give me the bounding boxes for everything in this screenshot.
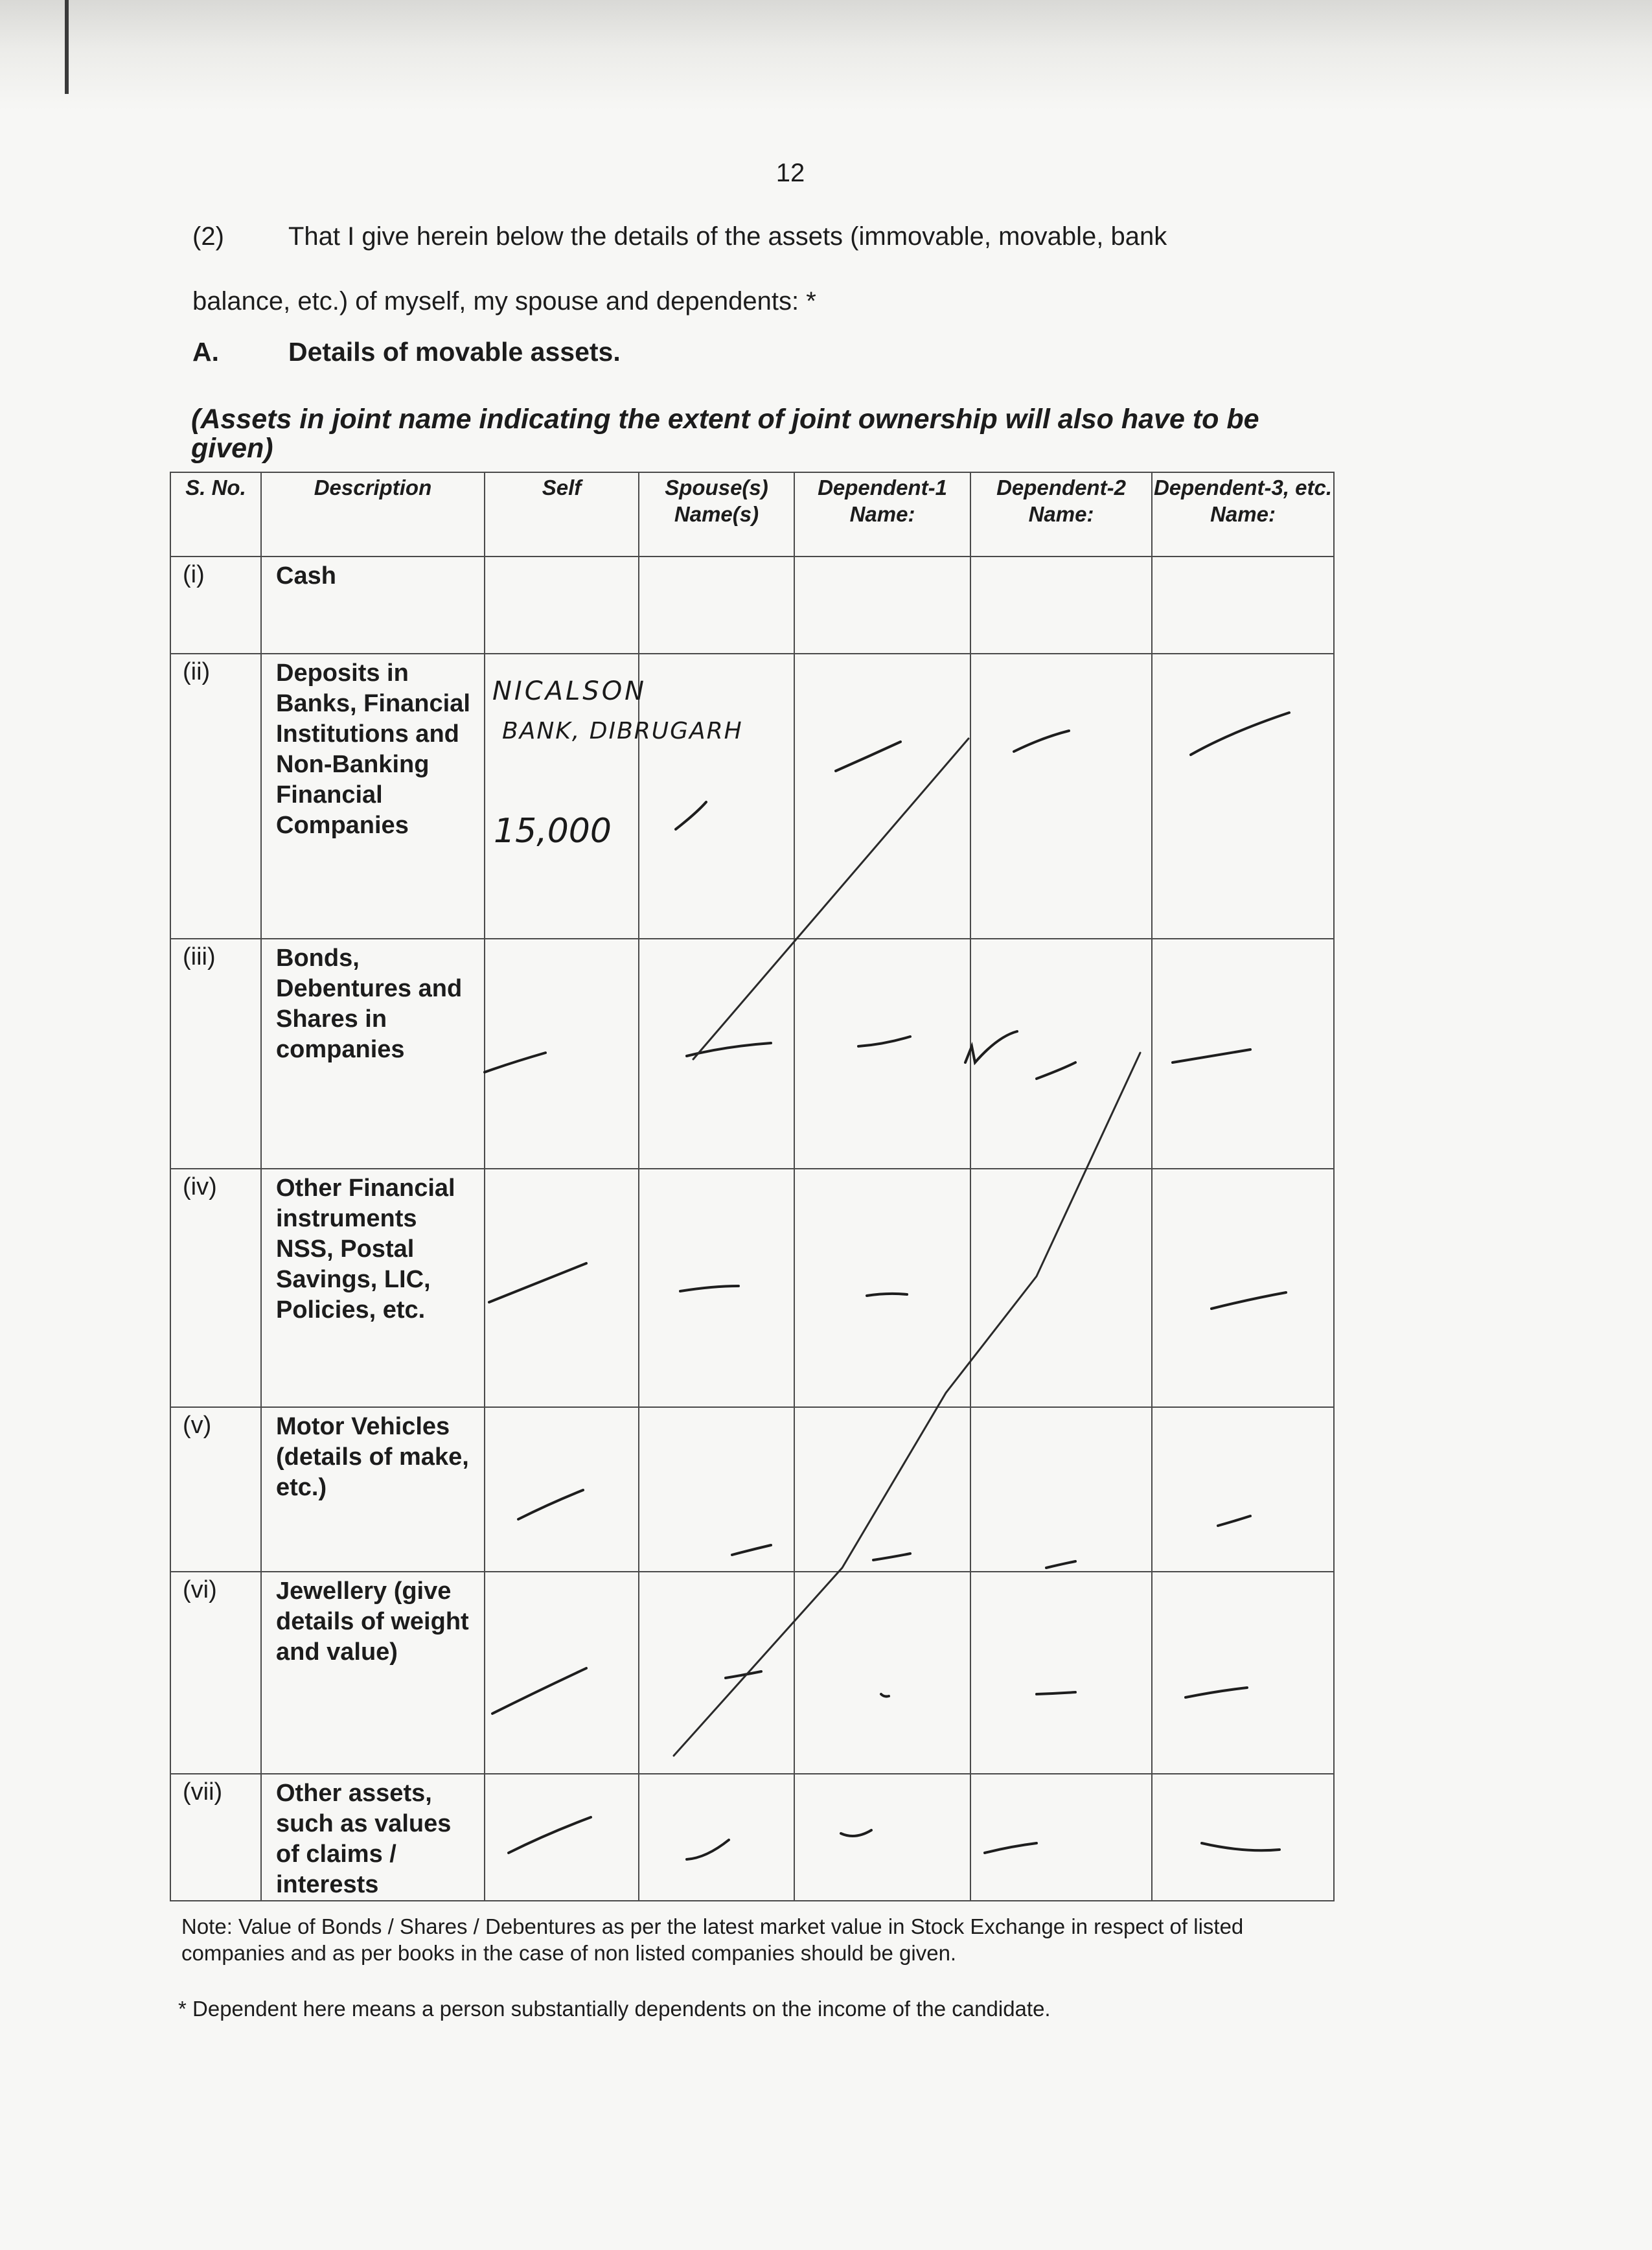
row-sno: (vi) [170,1572,261,1774]
scan-edge-mark [65,0,69,94]
table-row [170,1572,1334,1774]
cell-dependent-2 [970,1407,1152,1572]
header-self: Self [485,472,639,557]
cell-self [485,939,639,1169]
cell-dependent-2 [970,557,1152,654]
header-spouse: Spouse(s) Name(s) [639,472,794,557]
cell-dependent-3 [1152,1169,1334,1407]
cell-dependent-2 [970,939,1152,1169]
cell-dependent-1 [794,557,970,654]
cell-spouse [639,557,794,654]
page-number: 12 [775,159,805,187]
cell-dependent-1 [794,1407,970,1572]
cell-spouse [639,1407,794,1572]
row-sno: (v) [170,1407,261,1572]
cell-dependent-3 [1152,654,1334,939]
cell-dependent-3 [1152,1774,1334,1901]
movable-assets-table [170,472,1335,1901]
cell-dependent-1 [794,939,970,1169]
table-row [170,1407,1334,1572]
cell-dependent-1 [794,1169,970,1407]
cell-dependent-3 [1152,939,1334,1169]
cell-spouse [639,1169,794,1407]
intro-number: (2) [192,222,224,251]
joint-ownership-note: (Assets in joint name indicating the extent of joint ownership will also have to be given) [191,404,1259,464]
cell-dependent-3 [1152,1407,1334,1572]
row-description: Other assets, such as values of claims / interests [261,1774,485,1901]
table-header-row [170,472,1334,557]
cell-self [485,1169,639,1407]
header-dependent-1: Dependent-1 Name: [794,472,970,557]
intro-text-1: That I give herein below the details of the assets (immovable, movable, bank [288,222,1167,251]
cell-self [485,1774,639,1901]
row-sno: (iv) [170,1169,261,1407]
cell-self [485,1407,639,1572]
cell-dependent-3 [1152,557,1334,654]
table-row [170,939,1334,1169]
cell-spouse [639,1572,794,1774]
cell-dependent-2 [970,1169,1152,1407]
row-description: Bonds, Debentures and Shares in companies [261,939,485,1169]
valuation-note: Note: Value of Bonds / Shares / Debentures as per the latest market value in Stock Exchange in respect of listed companies and as per books in the case of non listed companies should be given. [181,1914,1244,1965]
cell-dependent-3 [1152,1572,1334,1774]
intro-text-2: balance, etc.) of myself, my spouse and dependents: * [192,287,816,316]
cell-spouse [639,1774,794,1901]
header-dependent-3: Dependent-3, etc. Name: [1152,472,1334,557]
cell-dependent-1 [794,1774,970,1901]
row-description: Cash [261,557,485,654]
intro-line-1 [192,204,1307,269]
row-sno: (ii) [170,654,261,939]
dependent-definition-note: * Dependent here means a person substantially dependents on the income of the candidate. [178,1997,1051,2021]
header-dependent-2: Dependent-2 Name: [970,472,1152,557]
header-description: Description [261,472,485,557]
section-heading [192,337,621,367]
table-row [170,654,1334,939]
section-title: Details of movable assets. [288,337,621,367]
cell-dependent-1 [794,654,970,939]
cell-spouse [639,654,794,939]
cell-self [485,557,639,654]
table-row [170,1169,1334,1407]
header-sno: S. No. [170,472,261,557]
cell-self [485,1572,639,1774]
cell-dependent-2 [970,1572,1152,1774]
scan-shadow [0,0,1652,110]
intro-paragraph [192,204,1307,334]
row-description: Motor Vehicles (details of make, etc.) [261,1407,485,1572]
row-description: Jewellery (give details of weight and value) [261,1572,485,1774]
handwritten-amount: 15,000 [494,812,612,851]
row-description: Deposits in Banks, Financial Institutions and Non-Banking Financial Companies [261,654,485,939]
handwritten-bank-branch: BANK, DIBRUGARH [502,718,743,744]
handwritten-bank-name: NICALSON [492,676,647,706]
cell-self [485,654,639,939]
section-letter: A. [192,337,219,367]
row-sno: (vii) [170,1774,261,1901]
table-row [170,557,1334,654]
cell-dependent-1 [794,1572,970,1774]
row-sno: (iii) [170,939,261,1169]
cell-dependent-2 [970,654,1152,939]
cell-dependent-2 [970,1774,1152,1901]
cell-spouse [639,939,794,1169]
row-sno: (i) [170,557,261,654]
table-row [170,1774,1334,1901]
row-description: Other Financial instruments NSS, Postal Savings, LIC, Policies, etc. [261,1169,485,1407]
